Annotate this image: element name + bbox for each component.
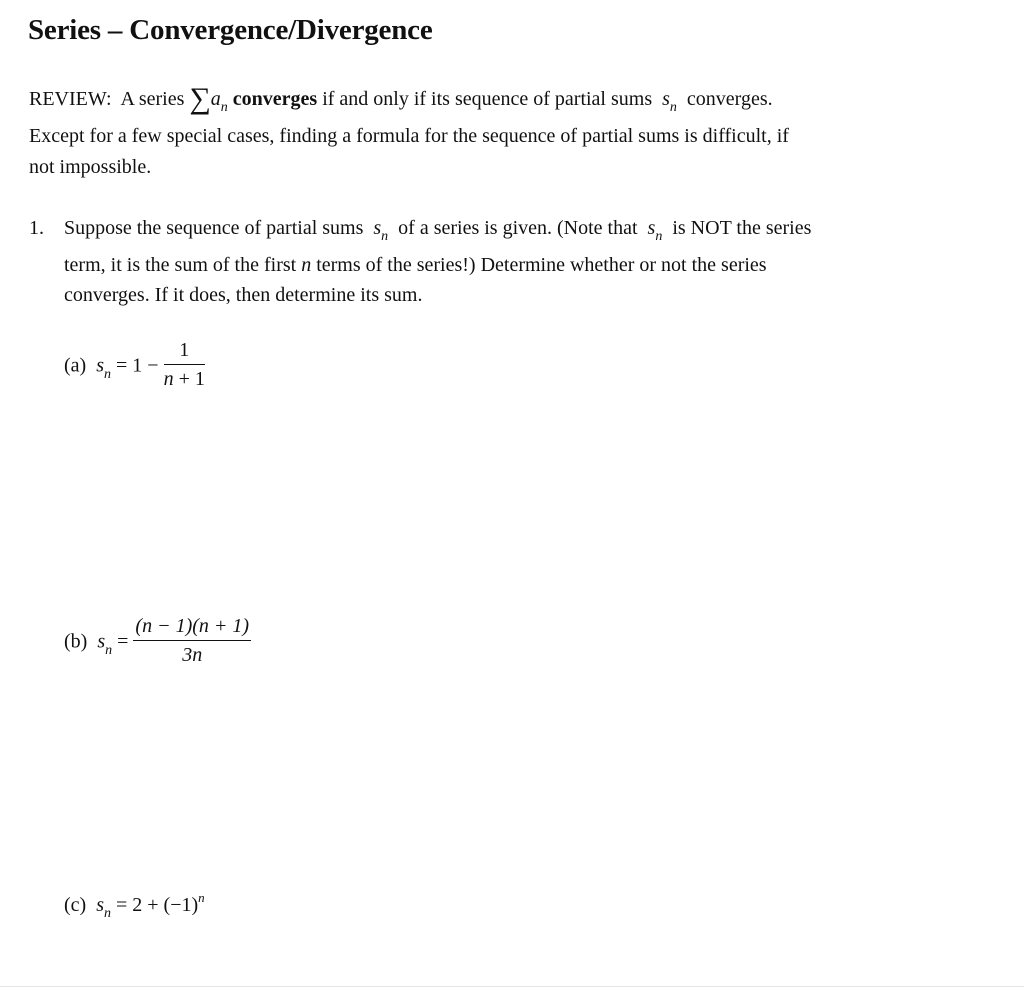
part-c-label: (c) <box>64 894 87 916</box>
s-symbol: s <box>647 217 656 239</box>
part-b-denominator: 3n <box>182 644 203 666</box>
problem-text: of a series is given. (Note that <box>398 217 638 239</box>
part-c-subscript: n <box>104 906 111 921</box>
problem-text: Suppose the sequence of partial sums <box>64 217 364 239</box>
part-a-denominator <box>164 365 205 391</box>
part-a-den-rest: + 1 <box>178 368 205 390</box>
n-italic: n <box>301 254 312 276</box>
part-a-fraction <box>164 339 205 391</box>
sigma-symbol: ∑ <box>189 82 211 115</box>
problem-text: is NOT the series <box>672 217 812 239</box>
series-term-a: a <box>210 88 221 110</box>
review-line-1 <box>29 82 773 115</box>
problem-1-line-3: converges. If it does, then determine its sum. <box>64 284 423 306</box>
part-b-fraction <box>133 615 251 667</box>
problem-text: terms of the series!) Determine whether or not the series <box>316 254 767 276</box>
part-b-subscript: n <box>105 642 113 658</box>
review-line-3: not impossible. <box>29 156 152 178</box>
part-a-s: s <box>96 354 104 377</box>
part-c-exponent: n <box>198 890 205 905</box>
review-text-end: converges. <box>686 88 773 110</box>
part-a-den-n: n <box>163 368 174 390</box>
problem-1-line-1 <box>64 217 812 244</box>
series-term-subscript: n <box>220 100 228 115</box>
review-line-2: Except for a few special cases, finding a formula for the sequence of partial sums is difficult, if <box>29 125 789 147</box>
part-a-subscript: n <box>104 366 111 382</box>
review-text-pre: A series <box>120 88 185 110</box>
page-title: Series – Convergence/Divergence <box>28 14 433 46</box>
part-c-s: s <box>96 894 104 916</box>
partial-sum-subscript: n <box>669 100 677 115</box>
partial-sum-s: s <box>662 88 670 110</box>
page-bottom-divider <box>0 986 1024 987</box>
part-a-numerator: 1 <box>164 339 205 365</box>
part-a <box>64 341 205 393</box>
n-subscript: n <box>381 229 389 244</box>
part-b <box>64 617 251 669</box>
n-subscript: n <box>655 229 663 244</box>
review-text-middle: if and only if its sequence of partial sums <box>322 88 653 110</box>
part-c-eq: = 2 + (−1) <box>116 894 199 916</box>
converges-bold: converges <box>232 88 318 110</box>
part-b-label: (b) <box>64 630 88 653</box>
problem-text: term, it is the sum of the first <box>64 254 297 276</box>
part-a-label: (a) <box>64 354 87 377</box>
part-b-eq: = <box>117 630 129 653</box>
part-b-s: s <box>97 630 106 653</box>
problem-1-line-2 <box>64 254 767 277</box>
s-symbol: s <box>373 217 382 239</box>
part-a-eq: = 1 − <box>116 354 159 377</box>
part-c <box>64 890 205 921</box>
problem-1-number: 1. <box>29 217 44 239</box>
part-b-numerator: (n − 1)(n + 1) <box>133 615 251 641</box>
review-label: REVIEW: <box>29 88 112 110</box>
